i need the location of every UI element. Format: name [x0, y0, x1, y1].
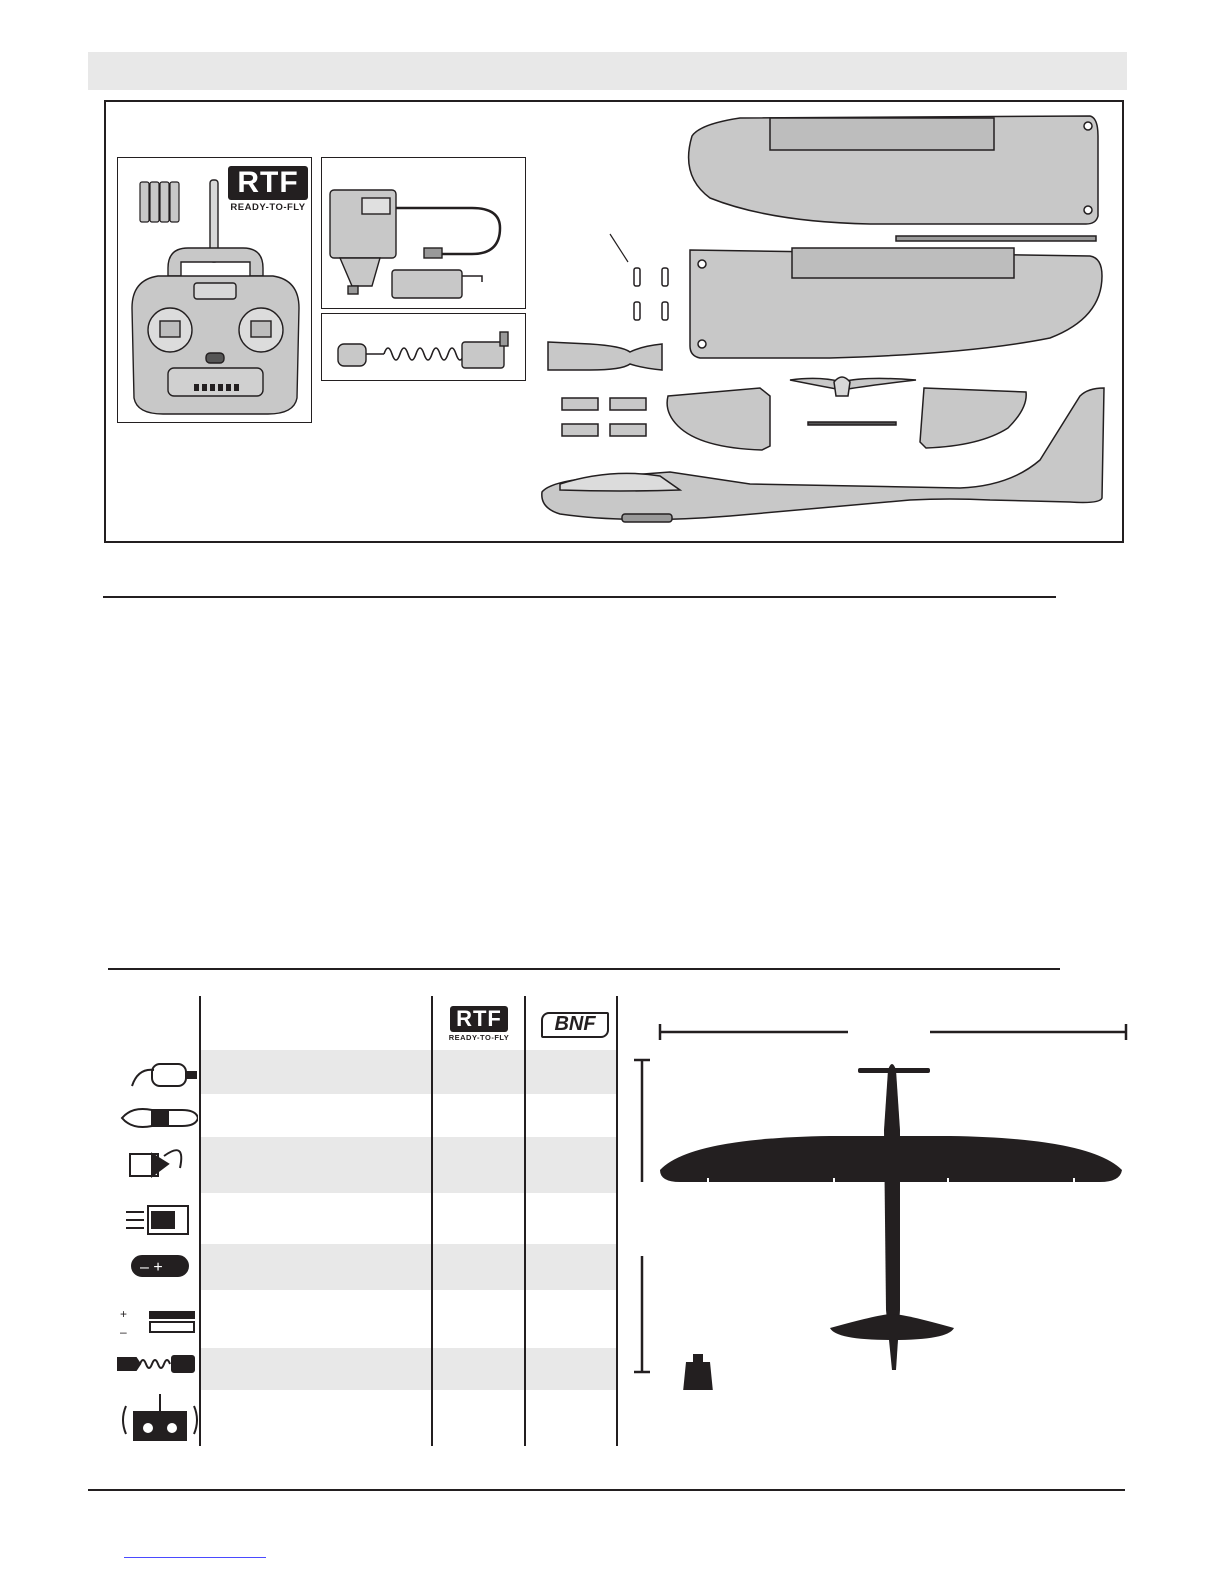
wing-screws-icon: [634, 268, 668, 320]
spec-row-band-1: [200, 1050, 616, 1094]
aircraft-parts-illustration: [530, 106, 1120, 538]
spec-icons-column: [112, 1050, 198, 1446]
rtf-badge-mark: RTF: [237, 166, 299, 199]
section-rule-2: [108, 968, 1060, 970]
wing-aileron-icon-2: [792, 248, 1014, 278]
bnf-column-badge: [541, 1012, 609, 1038]
spec-row-band-4: [200, 1348, 616, 1390]
ac-adapter-panel: [321, 313, 526, 381]
battery-icon: [132, 1256, 188, 1276]
wing-saddle-icon: [548, 342, 662, 370]
transmitter-panel: [117, 157, 312, 423]
footer-rule: [88, 1489, 1125, 1491]
spec-row-band-3: [200, 1244, 616, 1290]
rtf-column-badge: RTF: [450, 1006, 508, 1032]
svg-text:+: +: [120, 1307, 128, 1321]
wing-aileron-icon: [770, 118, 994, 150]
spec-col-line-3: [524, 996, 526, 1446]
motor-icon: [132, 1064, 196, 1086]
esc-icon: [122, 1109, 198, 1127]
stab-rod-icon: [808, 422, 896, 425]
adapter-plug-icon: [338, 344, 366, 366]
rtf-column-subtitle: READY-TO-FLY: [448, 1033, 510, 1042]
ac-adapter-illustration: [322, 314, 527, 382]
charger-icon: [120, 1307, 194, 1339]
stabilizer-silhouette: [830, 1314, 954, 1340]
svg-text:–: –: [120, 1325, 127, 1339]
transmitter-icon: [123, 1394, 197, 1440]
section-rule-1: [103, 596, 1056, 598]
decal-strips-icon: [562, 398, 646, 436]
rtf-badge-subtitle: READY-TO-FLY: [230, 202, 306, 213]
bnf-badge-mark: BNF: [554, 1013, 596, 1035]
aa-batteries-icon: [140, 182, 179, 222]
wing-silhouette: [660, 1136, 1122, 1182]
spec-col-line-1: [199, 996, 201, 1446]
receiver-icon: [126, 1206, 188, 1234]
adapter-brick-icon: [462, 342, 504, 368]
servo-icon: [130, 1150, 181, 1176]
left-stabilizer-icon: [667, 388, 770, 450]
spec-row-band-2: [200, 1137, 616, 1193]
spinner-icon: [834, 377, 850, 396]
wing-joiner-icon: [896, 236, 1096, 241]
footer-link-underline[interactable]: [124, 1557, 266, 1558]
aircraft-silhouette-diagram: [630, 1010, 1130, 1390]
header-bar: [88, 52, 1127, 90]
spec-col-line-2: [431, 996, 433, 1446]
flight-battery-icon: [392, 270, 462, 298]
charger-panel: [321, 157, 526, 309]
svg-text:– +: – +: [140, 1259, 163, 1276]
dc-charger-illustration: [322, 158, 527, 310]
glider-silhouette-icon: [660, 1064, 1122, 1370]
weight-icon: [682, 1354, 714, 1390]
charge-lead-icon: [118, 1356, 194, 1372]
right-stabilizer-icon: [920, 388, 1026, 448]
propeller-icon: [790, 378, 916, 390]
transmitter-illustration: [118, 158, 313, 424]
spec-col-line-4: [616, 996, 618, 1446]
